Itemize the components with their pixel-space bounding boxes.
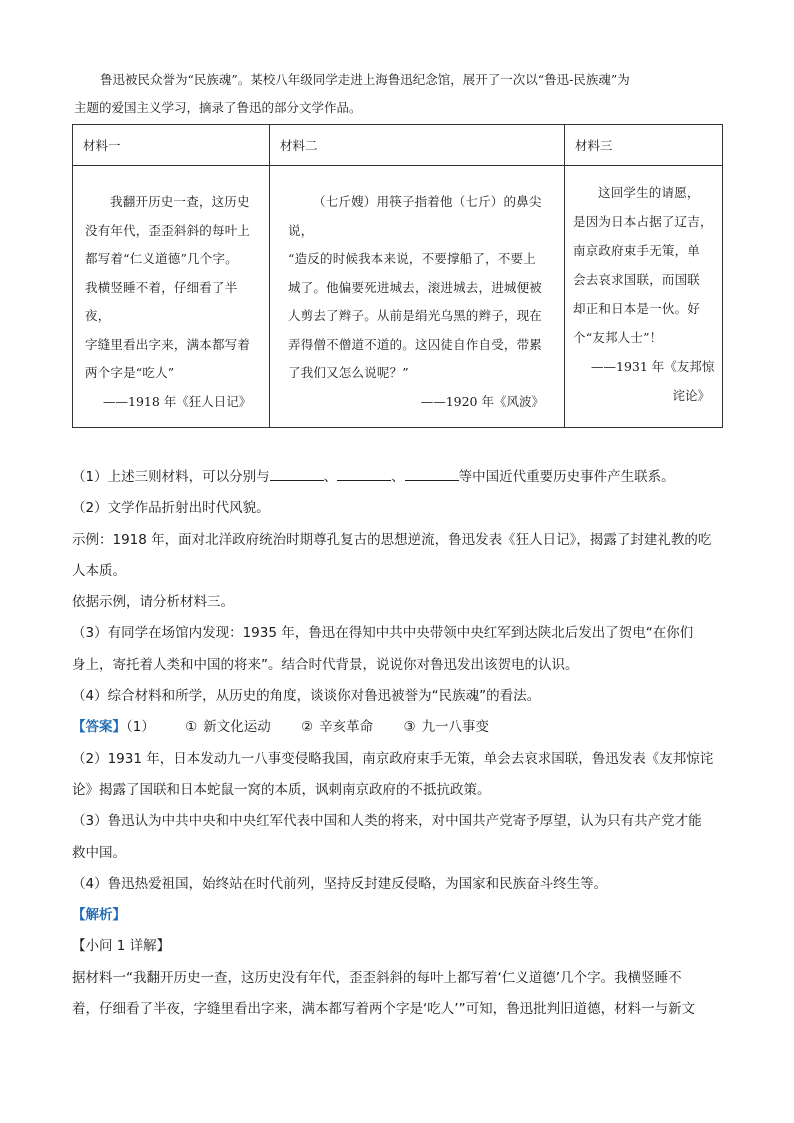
materials-table <box>72 124 723 428</box>
answer-blank-1[interactable] <box>270 466 324 481</box>
analysis-tag: 【解析】 <box>72 907 126 924</box>
material-3-text <box>573 178 718 352</box>
question-1-sep-1: 、 <box>323 469 338 485</box>
question-1-prefix: （1）上述三则材料，可以分别与 <box>72 469 270 485</box>
answer-3-line-1: （3）鲁迅认为中共中央和中央红军代表中国和人类的将来，对中国共产党寄予厚望，认为只有共产党才能 <box>72 813 702 830</box>
answer-blank-2[interactable] <box>337 466 391 481</box>
material-1-line: 没有年代，歪歪斜斜的每叶上 <box>85 222 251 238</box>
answer-1 <box>72 712 724 743</box>
materials-content-row <box>73 166 723 428</box>
material-1-line: 都写着“仁义道德”几个字。 <box>85 251 238 266</box>
analysis-subheading: 【小问 1 详解】 <box>72 938 171 955</box>
material-2-line: 了我们又怎么说呢？” <box>288 365 409 380</box>
questions-and-answers <box>72 462 724 1025</box>
material-2-text <box>288 188 558 388</box>
answer-item <box>301 712 373 743</box>
material-3-source-line-2: 诧论》 <box>672 388 710 403</box>
header-material-1: 材料一 <box>73 125 270 166</box>
material-3-line: 是因为日本占据了辽吉， <box>573 214 713 229</box>
question-3-line-1: （3）有同学在场馆内发现：1935 年，鲁迅在得知中共中央带领中央红军到达陕北后发出了贺电“在你们 <box>72 625 694 642</box>
answer-item-number: ③ <box>403 719 416 736</box>
question-1 <box>72 462 724 493</box>
material-1-line: 我翻开历史一查，这历史 <box>110 194 250 209</box>
material-3-line: 却正和日本是一伙。好 <box>573 301 701 316</box>
question-3-line-2: 身上，寄托着人类和中国的将来”。结合时代背景，说说你对鲁迅发出该贺电的认识。 <box>72 656 579 673</box>
answer-item <box>403 712 489 743</box>
material-2-line: 城了。他偏要死进城去，滚进城去，进城便被 <box>288 279 543 295</box>
material-2-source: ——1920 年《风波》 <box>420 393 544 409</box>
intro-paragraph <box>74 66 726 122</box>
answer-tag: 【答案】 <box>72 719 126 736</box>
material-1-line: 我横竖睡不着，仔细看了半夜， <box>85 279 238 323</box>
material-3-line: 会去哀求国联，而国联 <box>573 272 701 287</box>
materials-header-row <box>73 125 723 166</box>
material-3-line: 南京政府束手无策，单 <box>573 243 701 258</box>
header-material-2: 材料二 <box>270 125 565 166</box>
material-1-cell <box>73 166 270 428</box>
question-4: （4）综合材料和所学，从历史的角度，谈谈你对鲁迅被誉为“民族魂”的看法。 <box>72 688 541 705</box>
answer-3-line-2: 救中国。 <box>72 844 126 861</box>
answer-1-prefix: （1） <box>126 719 155 736</box>
instruction: 依据示例，请分析材料三。 <box>72 594 234 611</box>
material-2-cell <box>270 166 565 428</box>
answer-4: （4）鲁迅热爱祖国，始终站在时代前列，坚持反封建反侵略，为国家和民族奋斗终生等。 <box>72 875 608 892</box>
material-1-line: 两个字是“吃人” <box>85 365 175 380</box>
example-line-2: 人本质。 <box>72 562 126 579</box>
example-line-1: 示例：1918 年，面对北洋政府统治时期尊孔复古的思想逆流，鲁迅发表《狂人日记》，揭露了封建礼教的吃 <box>72 531 712 548</box>
analysis-line-2: 着，仔细看了半夜，字缝里看出字来，满本都写着两个字是‘吃人’”可知，鲁迅批判旧道德，材料一与新文 <box>72 1001 696 1018</box>
answer-item-number: ① <box>185 719 198 736</box>
intro-line-1: 鲁迅被民众誉为“民族魂”。某校八年级同学走进上海鲁迅纪念馆，展开了一次以“鲁迅-民族魂”为 <box>100 72 630 87</box>
material-1-line: 字缝里看出字来，满本都写着 <box>85 336 251 352</box>
material-1-source: ——1918 年《狂人日记》 <box>103 393 252 409</box>
material-1-text <box>85 188 261 388</box>
material-3-cell <box>565 166 723 428</box>
material-3-source-line-1: ——1931 年《友邦惊 <box>591 359 715 374</box>
material-3-line: 这回学生的请愿， <box>598 185 700 200</box>
answer-blank-3[interactable] <box>405 466 459 481</box>
material-3-source <box>573 352 718 410</box>
answer-item-text: 新文化运动 <box>203 719 271 736</box>
material-2-line: “造反的时候我本来说，不要撑船了，不要上 <box>288 251 536 266</box>
answer-2-line-1: （2）1931 年，日本发动九一八事变侵略我国，南京政府束手无策，单会去哀求国联，鲁迅发表《友邦惊诧 <box>72 750 714 767</box>
material-2-line: 人剪去了辫子。从前是绢光乌黑的辫子，现在 <box>288 308 543 323</box>
analysis-line-1: 据材料一“我翻开历史一查，这历史没有年代，歪歪斜斜的每叶上都写着‘仁义道德’几个字。我横竖睡不 <box>72 969 682 986</box>
intro-line-2: 主题的爱国主义学习，摘录了鲁迅的部分文学作品。 <box>74 100 362 115</box>
analysis-heading <box>72 900 724 931</box>
answer-2-line-2: 论》揭露了国联和日本蛇鼠一窝的本质，讽刺南京政府的不抵抗政策。 <box>72 781 491 798</box>
answer-item-text: 辛亥革命 <box>319 719 374 736</box>
header-material-3: 材料三 <box>565 125 723 166</box>
material-3-line: 个“友邦人士”！ <box>573 330 663 345</box>
answer-item-text: 九一八事变 <box>421 719 490 736</box>
answer-item-number: ② <box>301 719 314 736</box>
material-2-line: 弄得僧不僧道不道的。这囚徒自作自受，带累 <box>288 336 543 352</box>
question-2: （2）文学作品折射出时代风貌。 <box>72 500 270 517</box>
answer-item <box>185 712 271 743</box>
question-1-sep-2: 、 <box>391 469 405 485</box>
material-2-line: （七斤嫂）用筷子指着他（七斤）的鼻尖说， <box>288 194 542 238</box>
question-1-suffix: 等中国近代重要历史事件产生联系。 <box>458 469 675 485</box>
